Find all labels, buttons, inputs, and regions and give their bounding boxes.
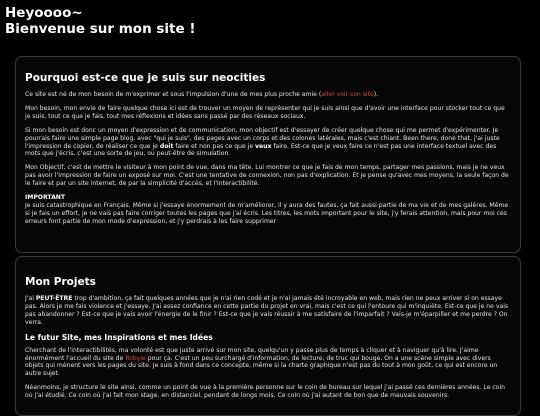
section-why-objective: Mon Objectif, c'est de mettre le visiteur à mon point de vue, dans ma tête. Lui montrer ce que je fais de mon temps, partager mes passions, mais je ne veux pas avoir l'impression de faire un exposé sur moi. C'est une tentative de connexion, non pas d'explication. Et je pense qu'avec mes moyens, la seule façon de le faire et par un site internet, de par la simplicité d'accès, et l'interactibilité.	[25, 164, 509, 188]
goal-text-2: faire et non pas ce que je	[173, 142, 256, 150]
header-welcome: Bienvenue sur mon site !	[5, 21, 196, 37]
goal-bold-veux: veux	[255, 142, 272, 150]
section-why-neocities	[15, 56, 521, 253]
projects-inspiration	[25, 347, 511, 379]
projects-ambition	[25, 295, 511, 327]
intro-text-after: ).	[373, 91, 379, 98]
section-projects-title: Mon Projets	[25, 276, 96, 288]
inspiration-text-1: Cherchant de l'interactibilités, ma volonté est que juste arrivé sur mon site, quelqu'un y passe plus de temps à cliquer et à naviguer qu'à lire. J'aime énormément l'accueil du site de	[25, 346, 479, 362]
intro-text-before: Ce site est né de mon besoin de m'exprimer et sous l'impulsion d'une de mes plus proche amie (	[25, 91, 322, 98]
inspiration-text-2: pour ça. C'est un peu surchargé d'information, de lecture, de truc qui bouge. On a une scène simple avec divers objets qui mènent vers les pages du site. Je suis à fond dans ce concepte, même si la charte graphique n'est pas du tout à mon goût, ce qui est encore un autre sujet.	[25, 354, 498, 378]
goal-text-1: Si mon besoin est donc un moyen d'expression et de communication, mon objectif est d'essayer de créer quelque chose qui me permet d'expérimenter. Je pourrais faire une simple page blog, avec "qui je suis", des pages avec un corps et des colones latérales, mais c'est chiant. Been there, done that, j'ai juste l'impression de copier, de réaliser ce que je	[25, 126, 500, 150]
friend-site-link[interactable]: aller voir son site	[321, 91, 374, 98]
robyie-link[interactable]: Robyie	[125, 354, 146, 362]
important-label: IMPORTANT	[25, 194, 66, 202]
section-why-title: Pourquoi est-ce que je suis sur neocities	[25, 72, 266, 84]
site-header	[5, 5, 196, 37]
ambition-text-1: J'ai	[25, 295, 36, 302]
section-projects	[15, 256, 521, 416]
ambition-bold: PEUT-ÊTRE	[35, 295, 73, 302]
section-why-goal	[25, 127, 511, 159]
section-why-intro	[25, 91, 511, 99]
projects-subtitle: Le futur Site, mes Inspirations et mes Idées	[25, 332, 213, 342]
header-greeting: Heyoooo~	[5, 5, 83, 21]
ambition-text-2: trop d'ambition, ça fait quelques années que je n'ai rien codé et je n'ai jamais été incroyable en web, mais rien ne peux arriver si on essaye pas. Alors je me fais violence et j'essaye. J'ai assez confiance en cette partie du projet en vrai, mais c'est ce qui l'entoure qui m'inquiète. Est-ce que je ne vais pas abandonner ? Est-ce que je vais avoir l'énergie de le finir ? Est-ce que je vais réussir à me satisfaire de l'imparfait ? Vais-je m'éparpiller et me perdre ? On verra.	[25, 295, 509, 326]
goal-text-3: faire. Est-ce que je veux faire ce n'est pas une interface textuel avec des mots que j'écris, c'est une sorte de jeu, ou peut-être de simulation.	[25, 142, 497, 158]
projects-structure: Néanmoins, je structure le site ainsi, comme un point de vue à la première personne sur le coin de bureau sur lequel j'ai passé ces dernières années. Le coin où j'ai étudié. Ce coin où j'ai fait mon stage, en distanciel, pendant de longs mois. Ce coin où j'ai autant de bon que de mauvais souvenirs.	[25, 384, 506, 400]
important-text: Je suis catastrophique en Français. Même si j'essaye énormement de m'améliorer, il y aura des fautes, ça fait aussi partie de ma vie et de mes galères. Même si je fais un effort, je ne vais pas faire corriger toutes les pages que j'ai écris. Les titres, les mots important pour le site, j'y ferais attention, mais pour moi ces erreurs font partie de mon mode d'expression, et j'y perdrais à les faire supprimer	[25, 201, 509, 225]
section-why-need: Mon besoin, mon envie de faire quelque chose ici est de trouver un moyen de représenter qui je suis ainsi que d'avoir une interface pour stocker tout ce que je suis, tout ce que je fais, tout mes réflexions et idées sans passé par des réseaux sociaux.	[25, 104, 505, 120]
goal-bold-doit: doit	[159, 142, 174, 150]
